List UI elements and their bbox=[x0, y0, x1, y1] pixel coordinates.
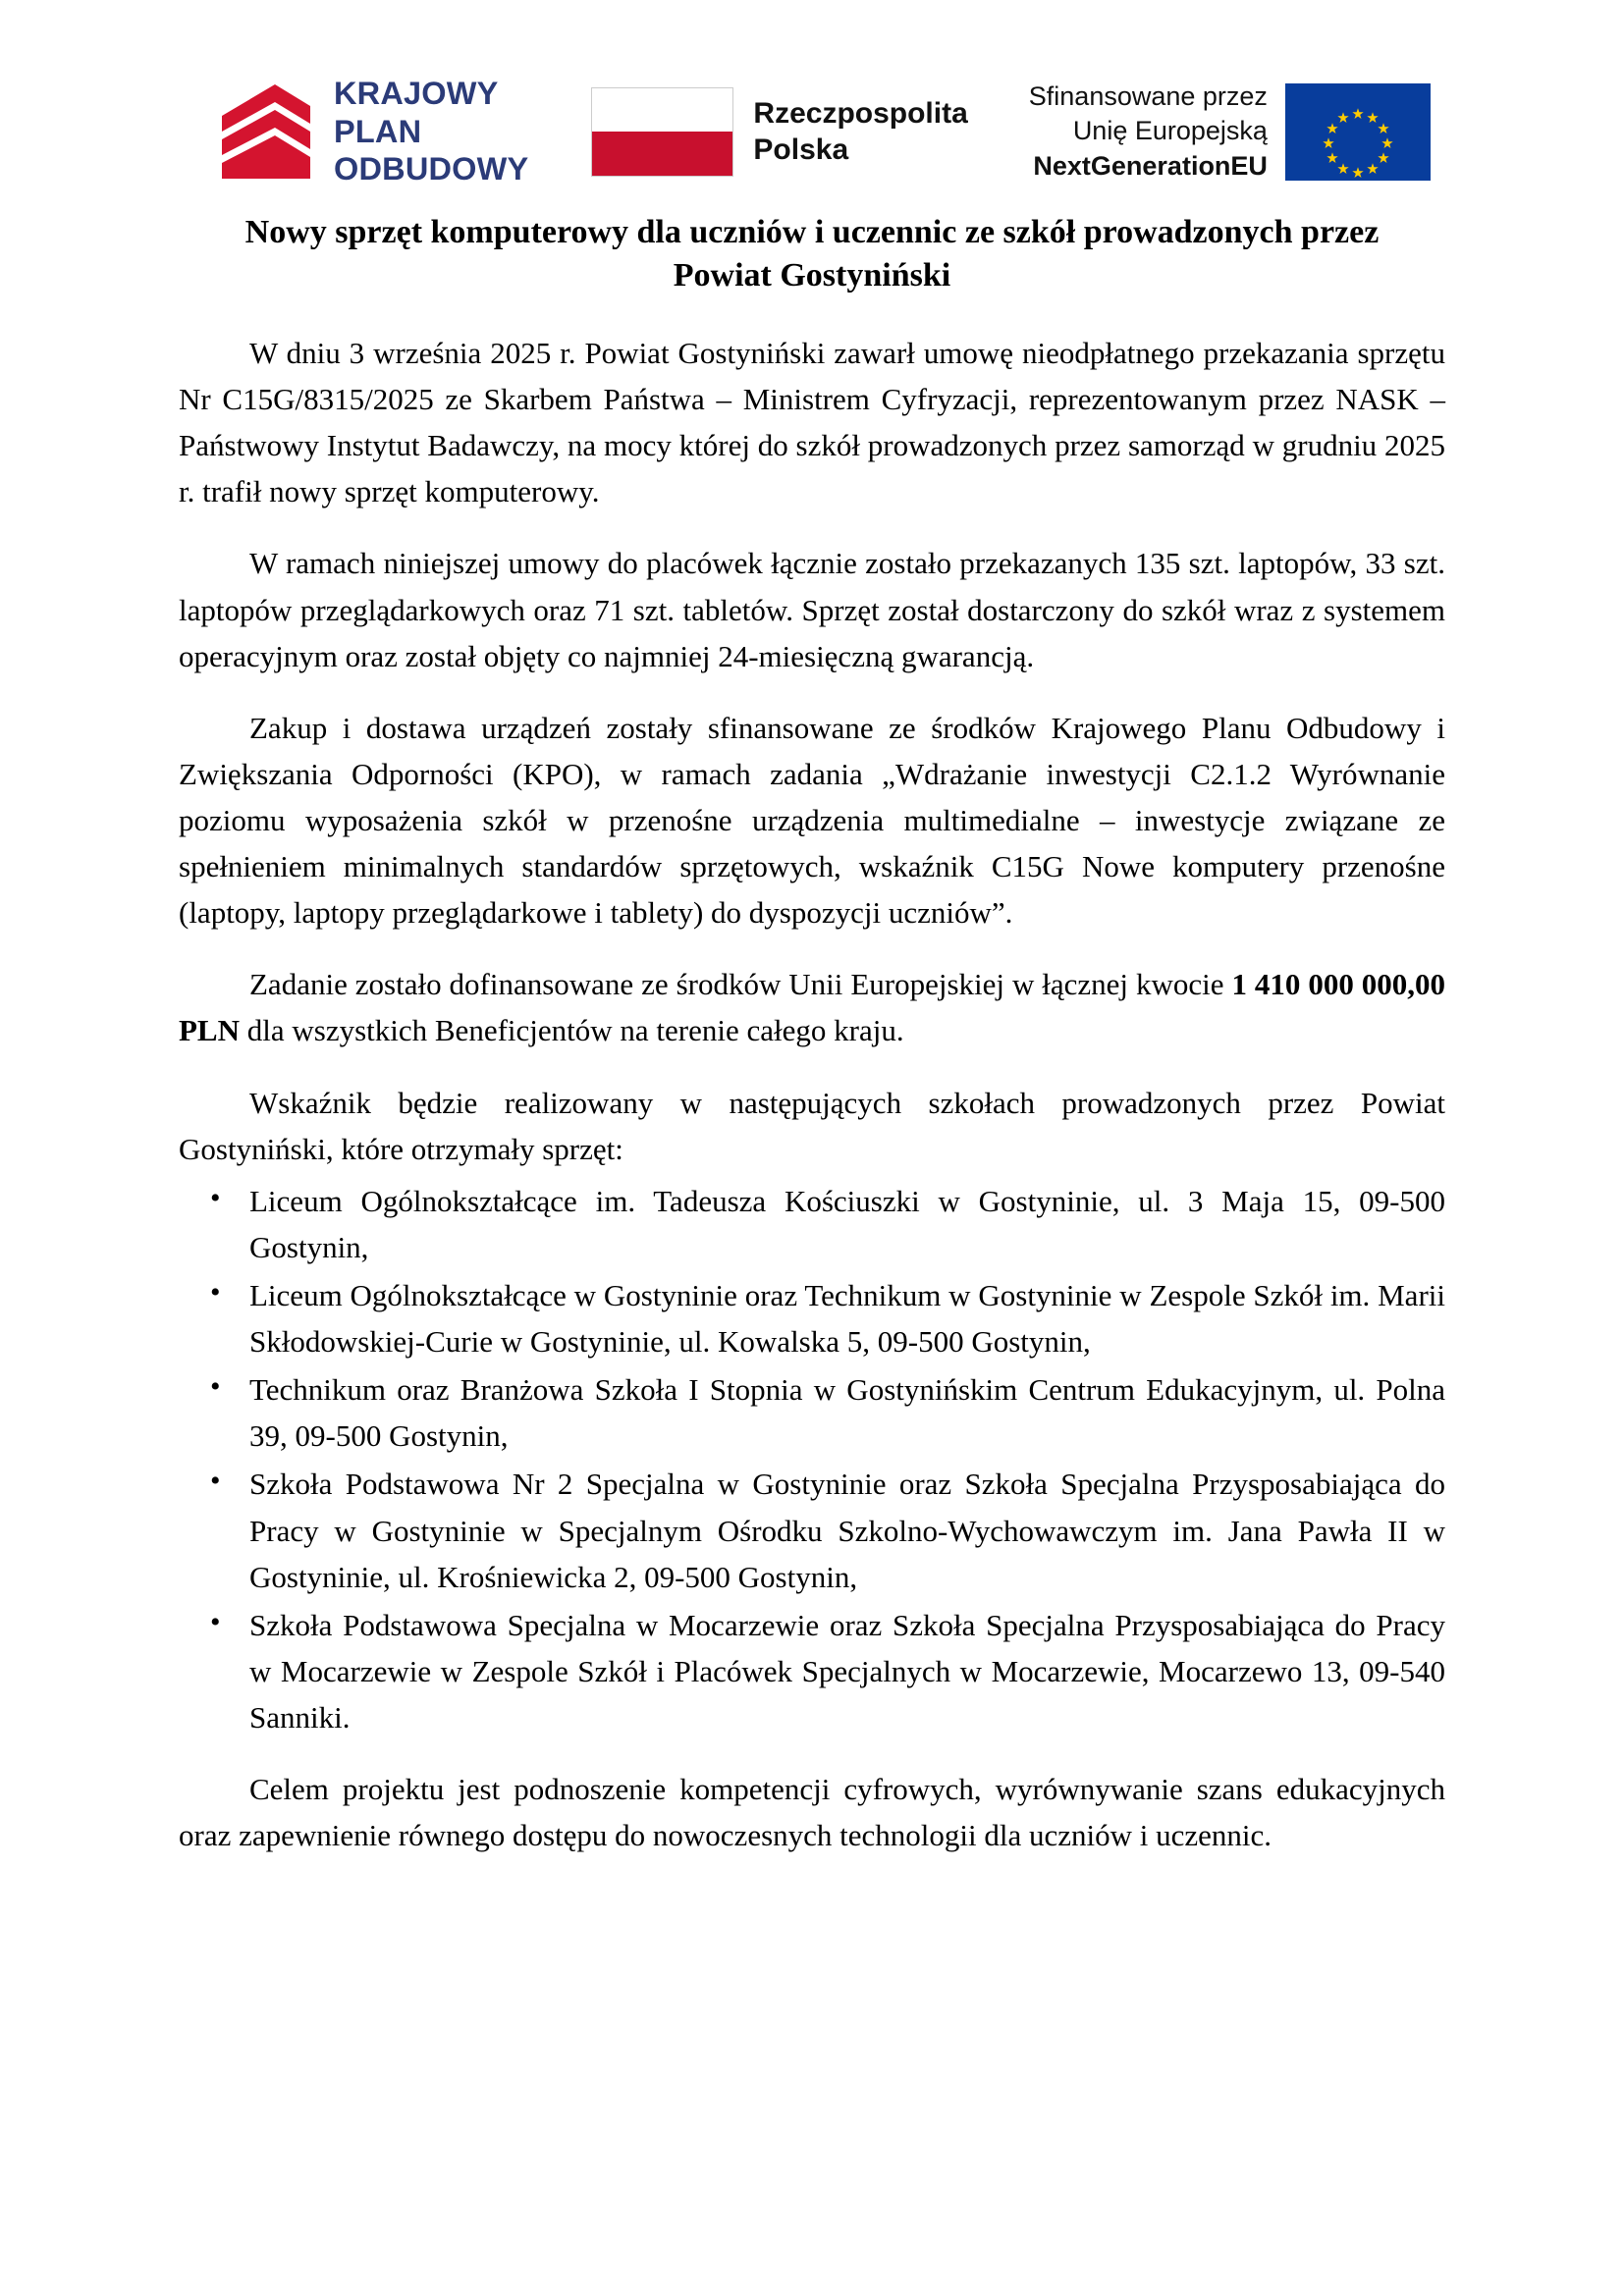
paragraph-project-goal: Celem projektu jest podnoszenie kompetencji cyfrowych, wyrównywanie szans edukacyjnych oraz zapewnienie równego dostępu do nowoczesnych technologii dla uczniów i uczennic. bbox=[179, 1772, 1445, 1853]
eu-amount-prefix: Zadanie zostało dofinansowane ze środków Unii Europejskiej w łącznej kwocie bbox=[249, 967, 1232, 1002]
paragraph-eu-amount bbox=[179, 961, 1445, 1053]
kpo-logo bbox=[214, 75, 528, 187]
list-item: • Szkoła Podstawowa Nr 2 Specjalna w Gostyninie oraz Szkoła Specjalna Przysposabiająca do Pracy w Gostyninie w Specjalnym Ośrodku Szkolno-Wychowawczym im. Jana Pawła II w Gostyninie, ul. Krośniewicka 2, 09-500 Gostynin, bbox=[179, 1461, 1445, 1599]
kpo-line-1: KRAJOWY bbox=[334, 76, 499, 112]
polish-flag-icon bbox=[591, 87, 733, 177]
flag-stripe-red bbox=[592, 132, 732, 176]
flag-stripe-white bbox=[592, 88, 732, 133]
kpo-line-2: PLAN bbox=[334, 113, 422, 149]
list-item: • Liceum Ogólnokształcące w Gostyninie oraz Technikum w Gostyninie w Zespole Szkół im. Marii Skłodowskiej-Curie w Gostyninie, ul. Kowalska 5, 09-500 Gostynin, bbox=[179, 1272, 1445, 1364]
kpo-wordmark bbox=[334, 75, 528, 187]
funding-logo-bar bbox=[0, 0, 1624, 187]
european-union-flag-icon bbox=[1285, 83, 1431, 181]
eu-funding-wordmark bbox=[1029, 80, 1268, 183]
list-item: • Technikum oraz Branżowa Szkoła I Stopnia w Gostynińskim Centrum Edukacyjnym, ul. Polna 39, 09-500 Gostynin, bbox=[179, 1366, 1445, 1459]
document-body bbox=[0, 211, 1624, 1858]
rzeczpospolita-polska-logo bbox=[591, 87, 967, 177]
paragraph-funding-source: Zakup i dostawa urządzeń zostały sfinansowane ze środków Krajowego Planu Odbudowy i Zwiększania Odporności (KPO), w ramach zadania „Wdrażanie inwestycji C2.1.2 Wyrównanie poziomu wyposażenia szkół w przenośne urządzenia multimedialne – inwestycje związane ze spełnieniem minimalnych standardów sprzętowych, wskaźnik C15G Nowe komputery przenośne (laptopy, laptopy przeglądarkowe i tablety) do dyspozycji uczniów”. bbox=[179, 710, 1445, 931]
eu-line-1: Sfinansowane przez bbox=[1028, 81, 1268, 112]
page-title: Nowy sprzęt komputerowy dla uczniów i uczennic ze szkół prowadzonych przez Powiat Gostyniński bbox=[244, 214, 1380, 294]
eu-line-3: NextGenerationEU bbox=[1033, 150, 1268, 181]
eu-amount-value: 1 410 000 000,00 PLN bbox=[179, 967, 1445, 1048]
kpo-line-3: ODBUDOWY bbox=[334, 151, 529, 187]
paragraph-equipment-counts: W ramach niniejszej umowy do placówek łącznie zostało przekazanych 135 szt. laptopów, 33 szt. laptopów przeglądarkowych oraz 71 szt. tabletów. Sprzęt został dostarczony do szkół wraz z systemem operacyjnym oraz został objęty co najmniej 24-miesięczną gwarancją. bbox=[179, 546, 1445, 673]
paragraph-agreement: W dniu 3 września 2025 r. Powiat Gostyniński zawarł umowę nieodpłatnego przekazania sprzętu Nr C15G/8315/2025 ze Skarbem Państwa – Ministrem Cyfryzacji, reprezentowanym przez NASK – Państwowy Instytut Badawczy, na mocy której do szkół prowadzonych przez samorząd w grudniu 2025 r. trafił nowy sprzęt komputerowy. bbox=[179, 336, 1445, 509]
eu-amount-suffix: dla wszystkich Beneficjentów na terenie całego kraju. bbox=[240, 1013, 904, 1048]
rzeczpospolita-wordmark bbox=[753, 95, 967, 169]
rzeczpospolita-line-1: Rzeczpospolita bbox=[753, 96, 968, 130]
paragraph-schools-intro: Wskaźnik będzie realizowany w następujących szkołach prowadzonych przez Powiat Gostyniński, które otrzymały sprzęt: bbox=[179, 1085, 1445, 1166]
rzeczpospolita-line-2: Polska bbox=[753, 133, 849, 166]
school-list bbox=[179, 1178, 1445, 1740]
eu-line-2: Unię Europejską bbox=[1072, 116, 1268, 146]
list-item: • Liceum Ogólnokształcące im. Tadeusza Kościuszki w Gostyninie, ul. 3 Maja 15, 09-500 Gostynin, bbox=[179, 1178, 1445, 1270]
list-item: • Szkoła Podstawowa Specjalna w Mocarzewie oraz Szkoła Specjalna Przysposabiająca do Pracy w Mocarzewie w Zespole Szkół i Placówek Specjalnych w Mocarzewie, Mocarzewo 13, 09-540 Sanniki. bbox=[179, 1602, 1445, 1740]
european-union-logo bbox=[1029, 80, 1431, 183]
kpo-building-mark-icon bbox=[214, 80, 316, 183]
